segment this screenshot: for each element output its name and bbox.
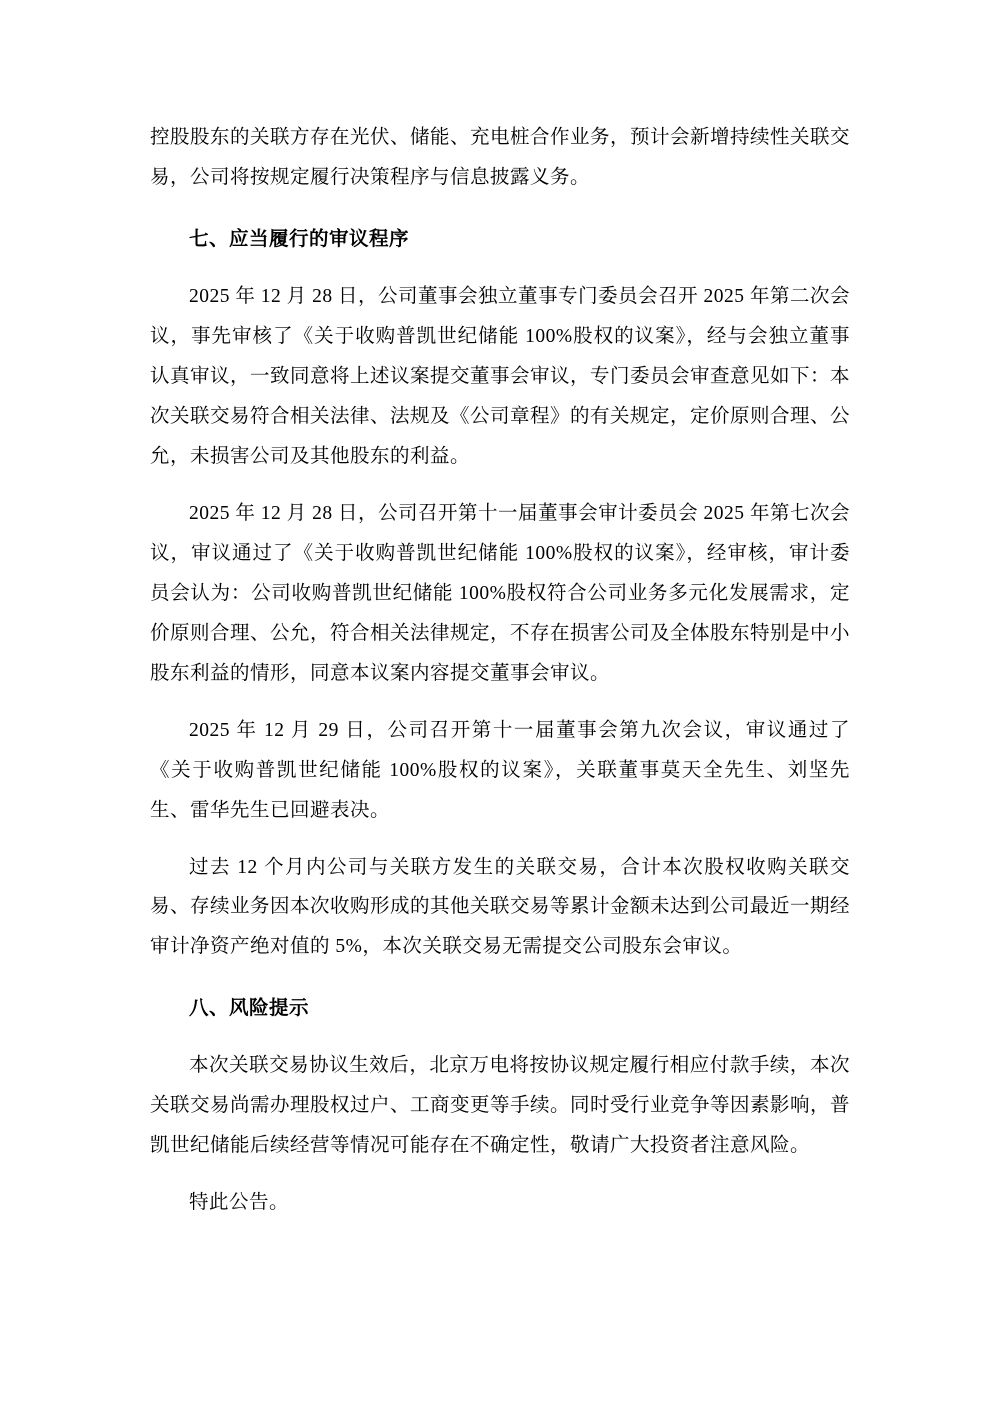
section-8-heading: 八、风险提示: [189, 998, 310, 1020]
section-7-paragraph-4: 过去 12 个月内公司与关联方发生的关联交易，合计本次股权收购关联交易、存续业务因本次收购形成的其他关联交易等累计金额未达到公司最近一期经审计净资产绝对值的 5%，本次关联交易无需提交公司股东会审议。: [150, 856, 851, 958]
closing-statement: 特此公告。: [189, 1192, 290, 1214]
section-8-paragraph-1: 本次关联交易协议生效后，北京万电将按协议规定履行相应付款手续，本次关联交易尚需办理股权过户、工商变更等手续。同时受行业竞争等因素影响，普凯世纪储能后续经营等情况可能存在不确定性，敬请广大投资者注意风险。: [150, 1055, 851, 1157]
section-7-paragraph-1: 2025 年 12 月 28 日，公司董事会独立董事专门委员会召开 2025 年第二次会议，事先审核了《关于收购普凯世纪储能 100%股权的议案》，经与会独立董事认真审议，一致同意将上述议案提交董事会审议，专门委员会审查意见如下：本次关联交易符合相关法律、法规及《公司章程》的有关规定，定价原则合理、公允，未损害公司及其他股东的利益。: [150, 285, 851, 467]
continuation-paragraph: 控股股东的关联方存在光伏、储能、充电桩合作业务，预计会新增持续性关联交易，公司将按规定履行决策程序与信息披露义务。: [150, 127, 851, 188]
section-7-heading: 七、应当履行的审议程序: [189, 228, 410, 250]
section-7-paragraph-2: 2025 年 12 月 28 日，公司召开第十一届董事会审计委员会 2025 年第七次会议，审议通过了《关于收购普凯世纪储能 100%股权的议案》，经审核，审计委员会认为：公司收购普凯世纪储能 100%股权符合公司业务多元化发展需求，定价原则合理、公允，符合相关法律规定，不存在损害公司及全体股东特别是中小股东利益的情形，同意本议案内容提交董事会审议。: [150, 502, 851, 684]
section-7-paragraph-3: 2025 年 12 月 29 日，公司召开第十一届董事会第九次会议，审议通过了《关于收购普凯世纪储能 100%股权的议案》，关联董事莫天全先生、刘坚先生、雷华先生已回避表决。: [150, 719, 850, 821]
